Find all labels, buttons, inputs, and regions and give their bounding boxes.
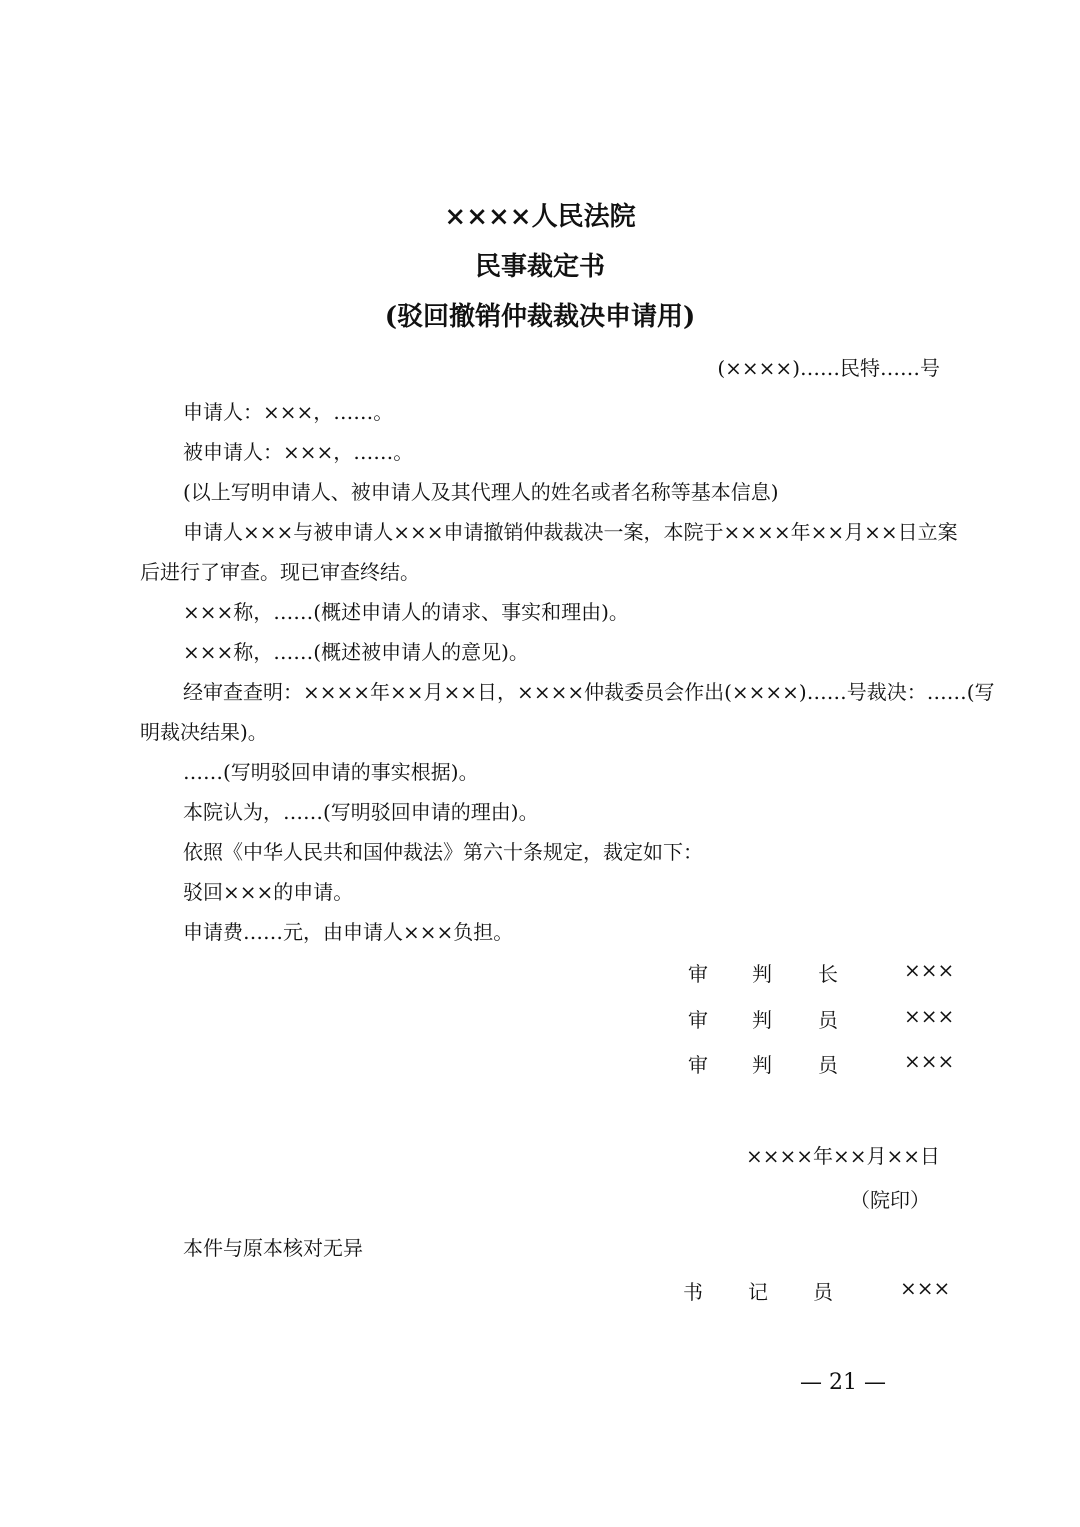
court-seal-note: （院印）	[850, 1188, 930, 1212]
judge-1-char-1: 审	[688, 962, 708, 986]
judge-2-char-2: 判	[752, 1008, 772, 1032]
judge-3-char-2: 判	[752, 1053, 772, 1077]
judge-1-char-2: 判	[752, 962, 772, 986]
paragraph-4-line-1: 经审查查明：××××年××月××日，××××仲裁委员会作出(××××)……号裁决：……(写	[183, 680, 995, 704]
clerk-char-1: 书	[683, 1280, 703, 1304]
paragraph-9: 申请费……元，由申请人×××负担。	[183, 920, 514, 944]
paragraph-7: 依照《中华人民共和国仲裁法》第六十条规定，裁定如下：	[183, 840, 703, 864]
judge-3-name: ×××	[904, 1049, 955, 1073]
ruling-date: ××××年××月××日	[745, 1144, 940, 1168]
paragraph-6: 本院认为，……(写明驳回申请的理由)。	[183, 800, 539, 824]
paragraph-4-line-2: 明裁决结果)。	[140, 720, 268, 744]
paragraph-2: ×××称，……(概述申请人的请求、事实和理由)。	[183, 600, 629, 624]
case-number: (××××)……民特……号	[717, 356, 940, 380]
judge-3-char-3: 员	[818, 1053, 838, 1077]
judge-2-char-1: 审	[688, 1008, 708, 1032]
clerk-char-2: 记	[748, 1280, 768, 1304]
certify-line: 本件与原本核对无异	[183, 1236, 363, 1260]
judge-2-name: ×××	[904, 1004, 955, 1028]
respondent-line: 被申请人：×××，……。	[183, 440, 414, 464]
clerk-name: ×××	[900, 1276, 951, 1300]
parties-note: (以上写明申请人、被申请人及其代理人的姓名或者名称等基本信息)	[183, 480, 779, 504]
paragraph-1-line-2: 后进行了审查。现已审查终结。	[140, 560, 420, 584]
clerk-char-3: 员	[813, 1280, 833, 1304]
applicant-line: 申请人：×××，……。	[183, 400, 394, 424]
paragraph-8: 驳回×××的申请。	[183, 880, 354, 904]
judge-1-name: ×××	[904, 958, 955, 982]
document-type: 民事裁定书	[474, 252, 605, 282]
court-name: ××××人民法院	[444, 202, 636, 232]
document-subtitle: (驳回撤销仲裁裁决申请用)	[384, 302, 696, 332]
judge-2-char-3: 员	[818, 1008, 838, 1032]
paragraph-3: ×××称，……(概述被申请人的意见)。	[183, 640, 529, 664]
paragraph-5: ……(写明驳回申请的事实根据)。	[183, 760, 479, 784]
page-number: — 21 —	[800, 1370, 886, 1395]
judge-1-char-3: 长	[818, 962, 838, 986]
judge-3-char-1: 审	[688, 1053, 708, 1077]
paragraph-1-line-1: 申请人×××与被申请人×××申请撤销仲裁裁决一案，本院于××××年××月××日立案	[183, 520, 958, 544]
